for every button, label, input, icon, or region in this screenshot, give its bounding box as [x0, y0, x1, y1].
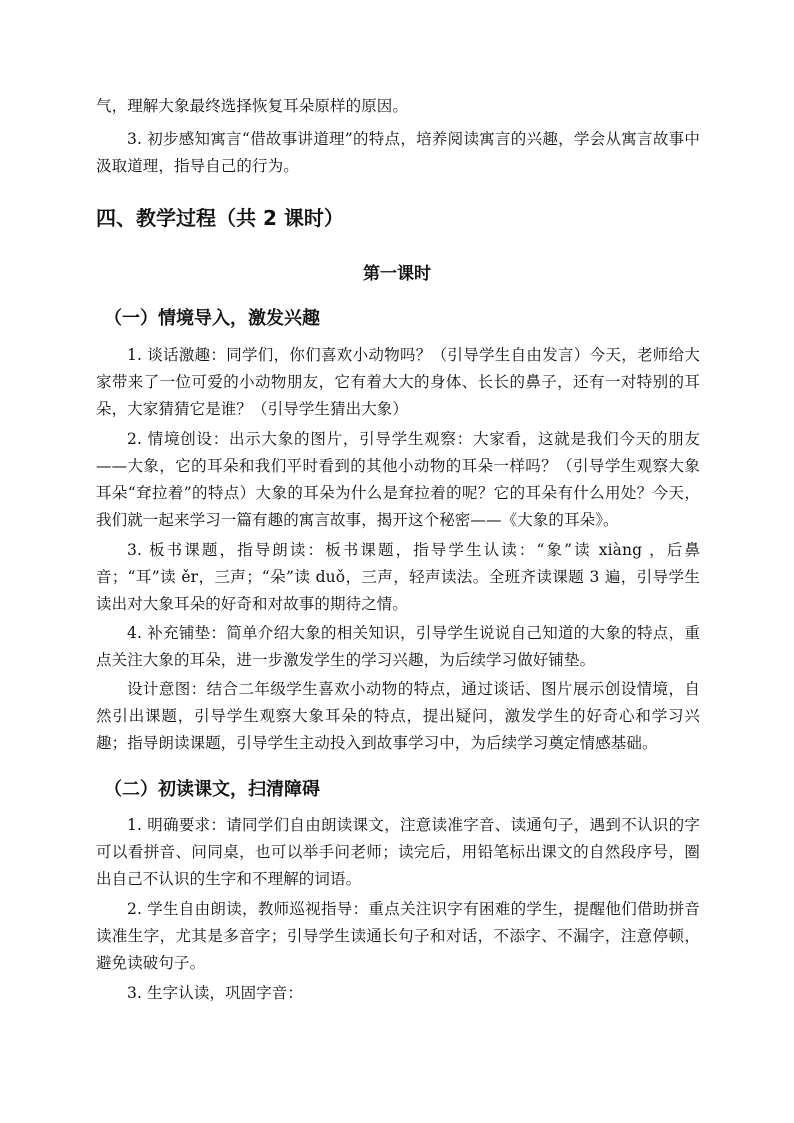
paragraph-text: 3. 板书课题，指导朗读：板书课题，指导学生认读：“象”读 xiàng ，后鼻音；“耳”读 ěr，三声；“朵”读 duǒ，三声，轻声读法。全班齐读课题 3 遍，引导学生读出对大象耳朵的好奇和对故事的期待之情。	[96, 541, 700, 613]
paragraph-text: 1. 明确要求：请同学们自由朗读课文，注意读准字音、读通句子，遇到不认识的字可以看拼音、问同桌，也可以举手问老师；读完后，用铅笔标出课文的自然段序号，圈出自己不认识的生字和不理解的词语。	[96, 816, 700, 888]
paragraph	[96, 676, 700, 757]
paragraph-text: 2. 学生自由朗读，教师巡视指导：重点关注识字有困难的学生，提醒他们借助拼音读准生字，尤其是多音字；引导学生读通长句子和对话，不添字、不漏字，注意停顿，避免读破句子。	[96, 900, 700, 972]
paragraph-text: 设计意图：结合二年级学生喜欢小动物的特点，通过谈话、图片展示创设情境，自然引出课题，引导学生观察大象耳朵的特点，提出疑问，激发学生的好奇心和学习兴趣；指导朗读课题，引导学生主动投入到故事学习中，为后续学习奠定情感基础。	[96, 680, 700, 752]
paragraph	[96, 426, 700, 534]
paragraph	[96, 537, 700, 618]
lesson-heading: 第一课时	[363, 264, 431, 284]
paragraph-text: 4. 补充铺垫：简单介绍大象的相关知识，引导学生说说自己知道的大象的特点，重点关注大象的耳朵，进一步激发学生的学习兴趣，为后续学习做好铺垫。	[96, 624, 700, 669]
paragraph-text: 1. 谈话激趣：同学们，你们喜欢小动物吗？（引导学生自由发言）今天，老师给大家带来了一位可爱的小动物朋友，它有着大大的身体、长长的鼻子，还有一对特别的耳朵，大家猜猜它是谁？（引导学生猜出大象）	[96, 346, 700, 418]
paragraph-text: 3. 初步感知寓言“借故事讲道理”的特点，培养阅读寓言的兴趣，学会从寓言故事中汲取道理，指导自己的行为。	[96, 130, 700, 175]
paragraph	[96, 93, 700, 120]
paragraph	[96, 980, 700, 1007]
paragraph-text: 气，理解大象最终选择恢复耳朵原样的原因。	[96, 97, 409, 115]
paragraph	[96, 126, 700, 180]
subsection-heading: （一）情境导入，激发兴趣	[104, 308, 320, 329]
paragraph-text: 3. 生字认读，巩固字音：	[127, 984, 304, 1002]
paragraph	[96, 896, 700, 977]
subsection-heading: （二）初读课文，扫清障碍	[104, 779, 320, 800]
paragraph-text: 2. 情境创设：出示大象的图片，引导学生观察：大家看，这就是我们今天的朋友——大象，它的耳朵和我们平时看到的其他小动物的耳朵一样吗？（引导学生观察大象耳朵“耷拉着”的特点）大象的耳朵为什么是耷拉着的呢？它的耳朵有什么用处？今天，我们就一起来学习一篇有趣的寓言故事，揭开这个秘密——《大象的耳朵》。	[96, 430, 700, 529]
section-heading: 四、教学过程（共 2 课时）	[96, 206, 344, 230]
paragraph	[96, 812, 700, 893]
paragraph	[96, 342, 700, 423]
paragraph	[96, 620, 700, 674]
